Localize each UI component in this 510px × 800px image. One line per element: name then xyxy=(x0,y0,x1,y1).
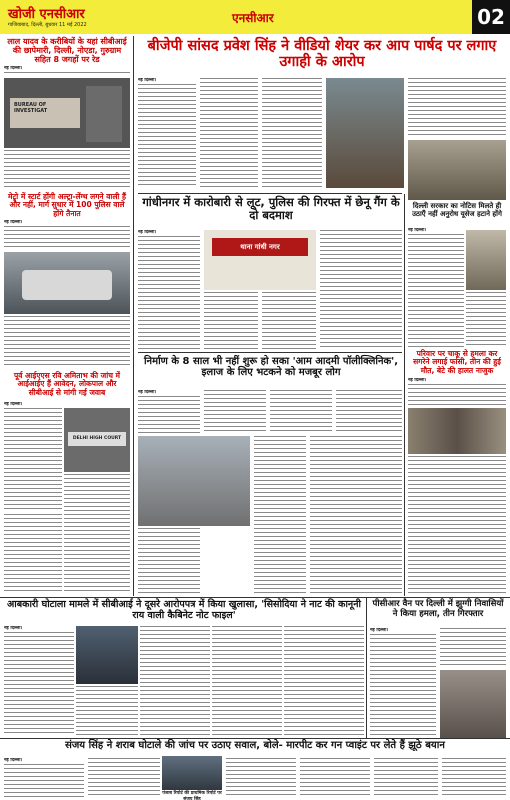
photo-bjp-mp xyxy=(408,140,506,200)
dateline: गाजियाबाद, दिल्ली, बुधवार 11 मई 2022 xyxy=(8,22,87,28)
article-gandhinagar-col3 xyxy=(262,292,316,350)
article-dateline: नई दिल्ली। xyxy=(370,628,389,633)
headline-pcr: पीसीआर वैन पर दिल्ली में झुग्गी निवासियों ने किया हमला, तीन गिरफ्तार xyxy=(372,599,504,619)
headline-clinic: निर्माण के 8 साल भी नहीं शुरू हो सका 'आम आदमी पॉलीक्लिनिक', इलाज के लिए भटकने को मजबूर लोग xyxy=(143,356,399,379)
headline-notice: दिल्ली सरकार का नोटिस मिलते ही उठाएँ नहीं अनुरोध यूसेज हटाने होंगे xyxy=(412,202,502,218)
article-dateline: नई दिल्ली। xyxy=(4,626,23,631)
photo-notice-man xyxy=(466,230,506,290)
article-attack-intro xyxy=(408,378,506,406)
article-dateline: नई दिल्ली। xyxy=(408,228,427,233)
headline-metro: मेट्रो में स्टार्ट होंगी अल्ट्रा-लेंग्थ लगने वाली हैं और नहीं, मार्ग सुधार में 100 पुलिस वाले होंगे तैनात xyxy=(8,192,126,218)
article-excise-col2 xyxy=(76,686,138,736)
section-rule xyxy=(138,193,402,194)
headline-cbi-raid: लाल यादव के करीबियों के यहां सीबीआई की छापेमारी, दिल्ली, नोएडा, गुरुग्राम सहित 8 जगहों पर रेड xyxy=(7,37,127,64)
photo-bjp-video xyxy=(326,78,404,188)
article-clinic-col3 xyxy=(254,436,306,594)
column-divider xyxy=(404,406,405,596)
article-court-body-left xyxy=(4,402,62,512)
column-divider xyxy=(133,36,134,596)
headline-bjp: बीजेपी सांसद प्रवेश सिंह ने वीडियो शेयर कर आप पार्षद पर लगाए उगाही के आरोप xyxy=(147,38,497,71)
headline-attack: परिवार पर चाकू से हमला कर सगरेने लगाई फांसी, तीन की हुई मौत, बेटे की हालत नाजुक xyxy=(413,349,501,375)
photo-sign-police-station: थाना गांधी नगर xyxy=(212,238,308,256)
article-clinic-col6 xyxy=(336,390,402,434)
photo-clinic-building xyxy=(138,436,250,526)
column-divider xyxy=(404,194,405,406)
section-rule xyxy=(0,738,510,739)
photo-police-station xyxy=(204,230,316,290)
article-sanjay-col1 xyxy=(4,758,84,798)
article-bjp-col1 xyxy=(138,78,196,188)
article-gandhinagar-col4 xyxy=(320,230,402,350)
photo-sign-court: DELHI HIGH COURT xyxy=(68,432,126,446)
page-number: 02 xyxy=(472,0,510,34)
article-metro-body xyxy=(4,316,130,368)
photo-sign-cbi: BUREAU OF INVESTIGAT xyxy=(10,98,80,128)
article-notice-body xyxy=(408,228,464,348)
article-court-body-right xyxy=(64,474,130,594)
article-sanjay-col6 xyxy=(442,758,506,798)
article-cbi-intro xyxy=(4,66,130,76)
headline-sanjay: संजय सिंह ने शराब घोटाले की जांच पर उठाए सवाल, बोले- मारपीट कर गन प्वाइंट पर लेते हैं झूठे बयान xyxy=(65,740,445,751)
article-sanjay-col3 xyxy=(226,758,296,798)
article-dateline: नई दिल्ली। xyxy=(408,378,427,383)
headline-excise: आबकारी घोटाला मामले में सीबीआई ने दूसरे आरोपपत्र में किया खुलासा, 'सिसोदिया ने नाट की कानूनी राय वाली कैबिनेट नोट फाइल' xyxy=(7,599,361,621)
photo-cbi-office xyxy=(4,78,130,148)
article-bjp-col3 xyxy=(262,78,322,188)
article-clinic-col1b xyxy=(138,528,200,594)
article-dateline: नई दिल्ली। xyxy=(138,78,157,83)
section-rule xyxy=(138,352,402,353)
article-dateline: नई दिल्ली। xyxy=(138,230,157,235)
article-gandhinagar-col1 xyxy=(138,230,200,350)
article-dateline: नई दिल्ली। xyxy=(138,390,157,395)
article-dateline: नई दिल्ली। xyxy=(4,220,23,225)
photo-sisodia xyxy=(76,626,138,684)
section-title: एनसीआर xyxy=(232,11,274,25)
newspaper-logo: खोजी एनसीआर xyxy=(8,7,85,22)
article-bjp-col5 xyxy=(408,78,506,138)
article-metro-intro xyxy=(4,220,130,250)
article-cbi-body xyxy=(4,150,130,190)
section-rule xyxy=(0,597,510,598)
article-notice-body-2 xyxy=(466,292,506,348)
article-excise-col4 xyxy=(212,626,282,736)
article-pcr-col1 xyxy=(370,628,436,738)
article-dateline: नई दिल्ली। xyxy=(4,66,23,71)
article-gandhinagar-col2 xyxy=(204,292,258,350)
article-clinic-col2 xyxy=(204,390,266,434)
article-excise-col1 xyxy=(4,626,74,736)
column-divider xyxy=(366,598,367,738)
article-excise-col3 xyxy=(140,626,210,736)
article-pcr-col2 xyxy=(440,628,506,668)
inset-caption: पंजाब रिपोर्ट की प्राथमिक रिपोर्ट पर संजय सिंह xyxy=(162,791,222,800)
photo-metro-train xyxy=(4,252,130,314)
photo-pcr-van xyxy=(440,670,506,738)
masthead xyxy=(0,0,510,34)
article-clinic-col5 xyxy=(310,436,402,594)
article-bjp-col2 xyxy=(200,78,258,188)
article-clinic-col4 xyxy=(270,390,332,434)
headline-gandhinagar: गांधीनगर में कारोबारी से लूट, पुलिस की गिरफ्त में छेनू गैंग के दो बदमाश xyxy=(142,195,400,222)
article-sanjay-col2 xyxy=(88,758,160,798)
headline-court: पूर्व आईएएस रवि अमिताभ की जांच में आईआईए हैं आवेदन, लोकपाल और सीबीआई से मांगी गई जवाब xyxy=(13,371,121,397)
article-dateline: नई दिल्ली। xyxy=(4,402,23,407)
photo-delhi-high-court xyxy=(64,408,130,472)
photo-sanjay-singh xyxy=(162,756,222,790)
article-court-body-left-2 xyxy=(4,514,62,594)
article-attack-body xyxy=(408,456,506,594)
photo-attack-victims xyxy=(408,408,506,454)
article-sanjay-col5 xyxy=(374,758,438,798)
article-excise-col5 xyxy=(284,626,364,736)
article-dateline: नई दिल्ली। xyxy=(4,758,23,763)
article-clinic-col1 xyxy=(138,390,200,434)
article-sanjay-col4 xyxy=(300,758,370,798)
